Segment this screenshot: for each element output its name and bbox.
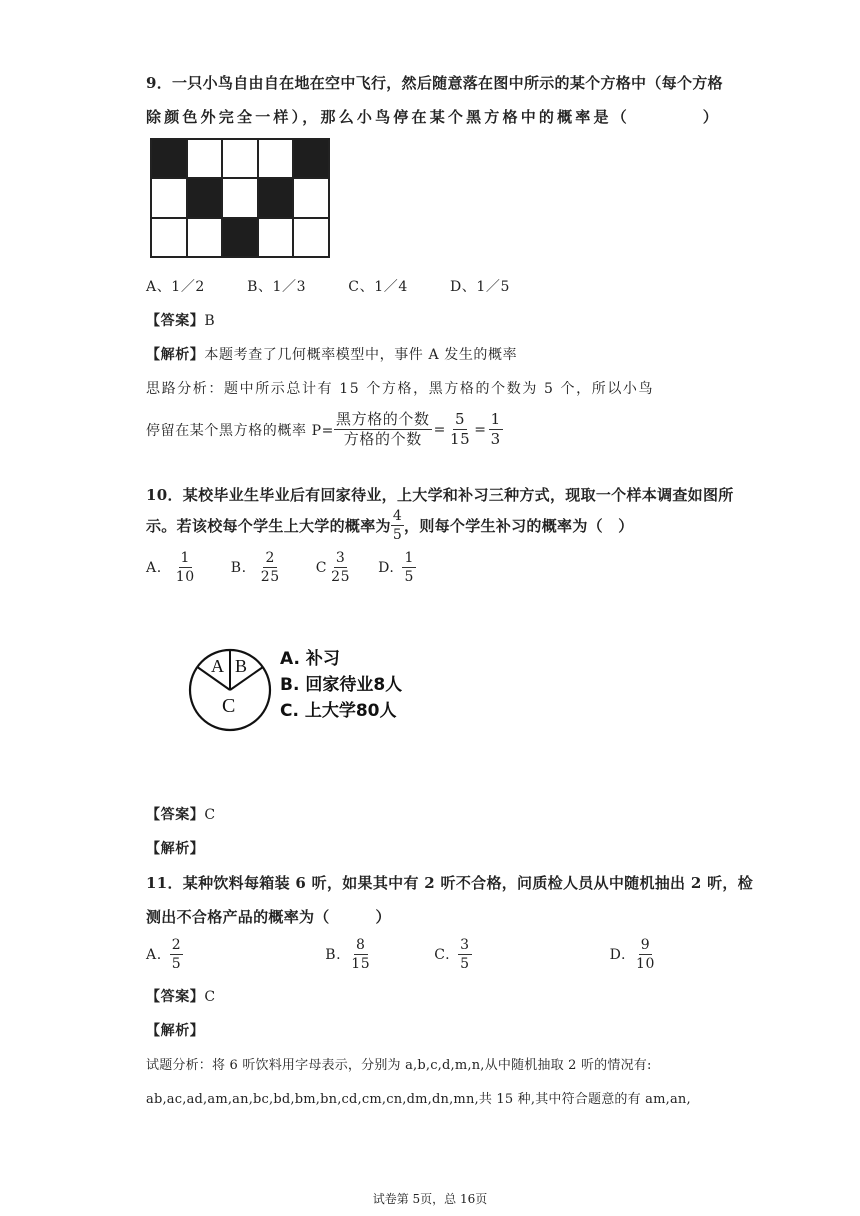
grid-cell-black bbox=[258, 178, 294, 217]
q9-fraction-1-3-den: 3 bbox=[490, 430, 501, 449]
pie-legend-c: C. 上大学80人 bbox=[280, 701, 397, 721]
q10-option-c-den: 25 bbox=[331, 569, 351, 586]
q9-option-b: B、1／3 bbox=[247, 279, 307, 295]
q9-analysis-formula bbox=[146, 411, 503, 449]
q9-fraction-5-15 bbox=[448, 411, 472, 449]
q9-line2: 除颜色外完全一样），那么小鸟停在某个黑方格中的概率是（ ） bbox=[146, 108, 721, 126]
q10-analysis-label: 【解析】 bbox=[146, 841, 205, 857]
q11-option-c-num: 3 bbox=[458, 937, 472, 955]
q10-option-c-fraction bbox=[329, 550, 352, 585]
q9-option-a: A、1／2 bbox=[146, 279, 205, 295]
q9-answer-value: B bbox=[204, 313, 216, 329]
q9-fraction-words bbox=[334, 411, 432, 449]
q9-fraction-words-num: 黑方格的个数 bbox=[334, 411, 432, 430]
q10-option-d-label: D. bbox=[378, 559, 395, 576]
q9-analysis-text: 本题考查了几何概率模型中，事件 A 发生的概率 bbox=[204, 347, 518, 363]
q10-option-d-num: 1 bbox=[402, 550, 416, 568]
grid-cell-white bbox=[293, 218, 329, 257]
q11-option-a-fraction bbox=[170, 937, 184, 972]
q11-option-b-fraction bbox=[349, 937, 372, 972]
grid-cell-black bbox=[151, 139, 187, 178]
q11-analysis-label: 【解析】 bbox=[146, 1023, 205, 1039]
grid-cell-white bbox=[187, 139, 223, 178]
grid-cell-white bbox=[151, 178, 187, 217]
q9-equals-2: = bbox=[474, 421, 487, 438]
q11-option-a-den: 5 bbox=[171, 956, 182, 973]
q10-answer-value: C bbox=[204, 807, 216, 823]
q11-option-c-den: 5 bbox=[460, 956, 470, 973]
pie-legend-a: A. 补习 bbox=[280, 649, 340, 669]
q11-option-d-fraction bbox=[634, 937, 657, 972]
q10-option-b-label: B. bbox=[230, 559, 247, 576]
q9-fraction-1-3-num: 1 bbox=[489, 411, 503, 430]
q9-fraction-words-den: 方格的个数 bbox=[343, 430, 422, 449]
q11-option-d-den: 10 bbox=[636, 956, 656, 973]
q9-analysis bbox=[146, 344, 517, 364]
q9-options bbox=[146, 276, 510, 296]
q10-option-a-num: 1 bbox=[179, 550, 193, 568]
q10-option-d-den: 5 bbox=[404, 569, 414, 586]
q9-option-c: C、1／4 bbox=[348, 279, 408, 295]
pie-label-a: A bbox=[211, 656, 224, 676]
q11-line2: 测出不合格产品的概率为（ ） bbox=[146, 908, 391, 926]
q10-option-a-den: 10 bbox=[175, 569, 195, 586]
grid-cell-white bbox=[293, 178, 329, 217]
pie-label-c: C bbox=[222, 695, 236, 717]
q10-line1: 10．某校毕业生毕业后有回家待业，上大学和补习三种方式，现取一个样本调查如图所 bbox=[146, 486, 734, 504]
q9-fraction-5-15-den: 15 bbox=[449, 430, 471, 449]
q11-option-a-num: 2 bbox=[170, 937, 184, 955]
q10-pie-figure bbox=[185, 636, 425, 746]
q9-equals-1: = bbox=[433, 421, 446, 438]
q9-answer-label: 【答案】 bbox=[146, 313, 205, 329]
grid-cell-white bbox=[151, 218, 187, 257]
q11-option-b-den: 15 bbox=[351, 956, 371, 973]
q11-option-b-num: 8 bbox=[354, 937, 368, 955]
grid-cell-black bbox=[187, 178, 223, 217]
pie-legend-b: B. 回家待业8人 bbox=[280, 675, 403, 695]
q11-option-b-label: B. bbox=[325, 946, 342, 963]
grid-cell-white bbox=[187, 218, 223, 257]
q11-analysis-line1: 试题分析：将 6 听饮料用字母表示，分别为 a,b,c,d,m,n,从中随机抽取 2 听的情况有: bbox=[146, 1058, 652, 1073]
q9-grid-figure bbox=[150, 138, 330, 258]
grid-cell-white bbox=[222, 178, 258, 217]
q10-option-b-num: 2 bbox=[263, 550, 277, 568]
q11-answer-value: C bbox=[204, 989, 216, 1005]
q10-prob-fraction bbox=[391, 508, 404, 543]
grid-cell-white bbox=[258, 218, 294, 257]
q10-option-c-label: C bbox=[315, 559, 328, 576]
q9-option-d: D、1／5 bbox=[449, 279, 510, 295]
grid-cell-black bbox=[293, 139, 329, 178]
q11-option-d-num: 9 bbox=[639, 937, 653, 955]
q10-line2 bbox=[146, 508, 634, 543]
q10-prob-num: 4 bbox=[391, 508, 404, 526]
pie-label-b: B bbox=[235, 656, 248, 676]
q11-line1: 11．某种饮料每箱装 6 听，如果其中有 2 听不合格，问质检人员从中随机抽出 2 听，检 bbox=[146, 874, 754, 892]
q9-formula-prefix: 停留在某个黑方格的概率 P= bbox=[146, 422, 334, 439]
q10-answer bbox=[146, 804, 216, 824]
q9-analysis-label: 【解析】 bbox=[146, 347, 205, 363]
q10-line2-prefix: 示。若该校每个学生上大学的概率为 bbox=[146, 517, 391, 536]
q10-option-c-num: 3 bbox=[334, 550, 348, 568]
page-footer: 试卷第 5页，总 16页 bbox=[372, 1192, 488, 1206]
q9-fraction-1-3 bbox=[489, 411, 503, 449]
q11-answer-label: 【答案】 bbox=[146, 989, 205, 1005]
q9-fraction-5-15-num: 5 bbox=[453, 411, 467, 430]
q10-option-a-label: A. bbox=[146, 559, 162, 576]
q11-option-d-label: D. bbox=[609, 946, 627, 963]
q10-option-a-fraction bbox=[174, 550, 197, 585]
q11-analysis-line2: ab,ac,ad,am,an,bc,bd,bm,bn,cd,cm,cn,dm,dn,mn,共 15 种,其中符合题意的有 am,an, bbox=[146, 1092, 691, 1107]
grid-cell-white bbox=[258, 139, 294, 178]
q9-analysis-line2: 思路分析：题中所示总计有 15 个方格，黑方格的个数为 5 个，所以小鸟 bbox=[146, 381, 655, 397]
q11-option-c-fraction bbox=[458, 937, 472, 972]
q10-option-b-den: 25 bbox=[260, 569, 280, 586]
q9-answer bbox=[146, 310, 215, 330]
q11-answer bbox=[146, 986, 216, 1006]
q11-options bbox=[146, 937, 657, 972]
q10-option-d-fraction bbox=[402, 550, 416, 585]
q10-options bbox=[146, 550, 416, 585]
q11-option-c-label: C. bbox=[434, 946, 451, 963]
q9-line1: 9．一只小鸟自由自在地在空中飞行，然后随意落在图中所示的某个方格中（每个方格 bbox=[146, 74, 723, 92]
q10-line2-suffix: ，则每个学生补习的概率为（ ） bbox=[404, 517, 634, 536]
q10-answer-label: 【答案】 bbox=[146, 807, 205, 823]
q10-option-b-fraction bbox=[259, 550, 282, 585]
grid-cell-white bbox=[222, 139, 258, 178]
q10-prob-den: 5 bbox=[392, 527, 403, 544]
grid-cell-black bbox=[222, 218, 258, 257]
q11-option-a-label: A. bbox=[146, 946, 162, 963]
